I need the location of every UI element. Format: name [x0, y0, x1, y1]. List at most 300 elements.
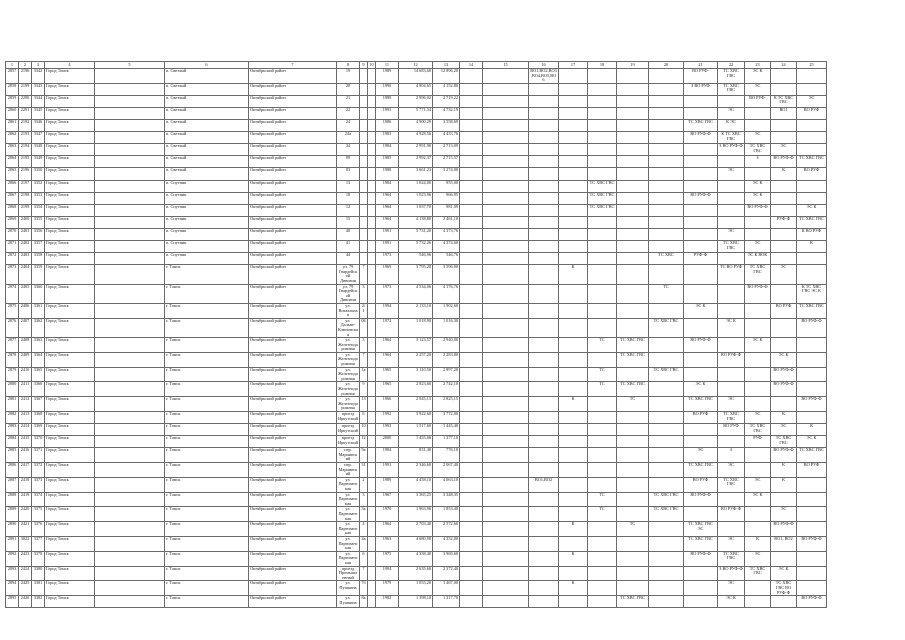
table-cell: 2 940,00 — [433, 338, 460, 353]
table-cell — [588, 265, 617, 284]
table-cell — [617, 284, 649, 303]
table-cell: 1 317,70 — [433, 596, 460, 608]
table-cell — [483, 253, 529, 265]
table-cell — [368, 424, 376, 436]
table-cell: З — [745, 156, 771, 168]
table-cell: 1 018,90 — [399, 318, 433, 337]
table-cell: ВО РУФ — [797, 463, 827, 478]
table-cell — [460, 424, 483, 436]
table-cell — [588, 536, 617, 551]
table-cell: 3346 — [32, 120, 45, 132]
table-cell — [95, 318, 165, 337]
table-cell — [95, 566, 165, 581]
table-cell: ВО РУФ-Ф — [718, 507, 745, 522]
table-cell — [649, 265, 684, 284]
table-cell: ул. 79 Гвардейской Дивизии — [337, 265, 360, 284]
table-cell — [617, 303, 649, 318]
table-cell — [617, 463, 649, 478]
table-cell — [95, 120, 165, 132]
table-cell: ЭС К — [771, 352, 797, 367]
table-cell — [529, 367, 559, 382]
table-cell: 2197 — [19, 180, 32, 192]
table-cell: проезд Иркутский — [337, 436, 360, 448]
table-cell: 2415 — [19, 436, 32, 448]
table-cell: 9 — [360, 382, 368, 397]
table-cell — [368, 463, 376, 478]
table-cell — [559, 107, 588, 119]
table-cell — [95, 144, 165, 156]
table-cell — [718, 338, 745, 353]
table-cell: К — [797, 424, 827, 436]
table-cell — [95, 168, 165, 180]
table-row — [6, 144, 827, 156]
table-cell — [460, 303, 483, 318]
table-cell: 2 823,60 — [399, 382, 433, 397]
table-cell: 1972 — [376, 318, 399, 337]
table-cell: ТС ХВС ГВС — [684, 536, 718, 551]
table-cell — [559, 596, 588, 608]
table-cell — [588, 303, 617, 318]
table-cell — [797, 522, 827, 537]
table-cell — [460, 95, 483, 107]
table-cell — [797, 338, 827, 353]
table-cell: 2860 — [6, 107, 19, 119]
table-cell — [368, 156, 376, 168]
table-cell: 2875 — [6, 303, 19, 318]
table-cell — [718, 522, 745, 537]
table-cell — [771, 241, 797, 253]
table-cell — [360, 120, 368, 132]
table-cell: 1991 — [376, 241, 399, 253]
table-cell: 1 037,70 — [399, 204, 433, 216]
table-cell — [529, 566, 559, 581]
table-cell: 2424 — [19, 566, 32, 581]
table-cell — [588, 412, 617, 424]
table-cell: 2 372,40 — [433, 566, 460, 581]
table-cell — [588, 253, 617, 265]
table-cell — [684, 168, 718, 180]
table-cell: 2884 — [6, 436, 19, 448]
table-cell: Город Томск — [45, 168, 95, 180]
table-cell — [483, 318, 529, 337]
table-cell — [529, 156, 559, 168]
table-cell — [649, 69, 684, 84]
table-cell — [360, 253, 368, 265]
table-cell: Город Томск — [45, 144, 95, 156]
table-cell: Октябрьский район — [249, 448, 337, 463]
table-cell — [588, 436, 617, 448]
table-cell: Город Томск — [45, 253, 95, 265]
table-cell: 3 — [360, 284, 368, 303]
table-cell — [797, 180, 827, 192]
table-cell: Город Томск — [45, 448, 95, 463]
table-cell: 2892 — [6, 551, 19, 566]
table-cell — [483, 132, 529, 144]
table-cell — [797, 507, 827, 522]
table-cell: К — [559, 397, 588, 412]
table-cell: ТС ХВС ГВС — [649, 507, 684, 522]
table-cell: пер. Мариинский — [337, 463, 360, 478]
table-cell: 3358 — [32, 253, 45, 265]
table-cell: ВО РУФ-Ф — [745, 204, 771, 216]
table-cell — [797, 477, 827, 492]
table-cell — [797, 192, 827, 204]
table-cell — [617, 448, 649, 463]
table-cell: 4 680,90 — [399, 536, 433, 551]
table-cell — [483, 424, 529, 436]
table-cell: 2 257,20 — [399, 352, 433, 367]
table-cell: 2194 — [19, 144, 32, 156]
table-cell — [684, 228, 718, 240]
table-cell — [745, 522, 771, 537]
table-cell — [529, 144, 559, 156]
table-cell: ЭС К — [718, 318, 745, 337]
table-cell — [95, 382, 165, 397]
table-cell: 4а — [360, 536, 368, 551]
table-cell: г. Томск — [165, 596, 249, 608]
table-cell: 2857 — [6, 69, 19, 84]
table-cell: 2880 — [6, 382, 19, 397]
table-cell: Октябрьский район — [249, 596, 337, 608]
table-cell — [368, 477, 376, 492]
table-row — [6, 216, 827, 228]
table-cell: ТС ХВС ГВС — [617, 382, 649, 397]
table-cell: Октябрьский район — [249, 507, 337, 522]
table-cell — [460, 436, 483, 448]
table-cell: 2863 — [6, 144, 19, 156]
table-cell — [559, 204, 588, 216]
table-cell: Город Томск — [45, 492, 95, 507]
table-cell — [617, 424, 649, 436]
table-cell: ТС ХВС ГВС — [718, 477, 745, 492]
table-cell: 2871 — [6, 241, 19, 253]
table-cell: Город Томск — [45, 284, 95, 303]
table-cell: Город Томск — [45, 132, 95, 144]
table-cell — [718, 382, 745, 397]
table-cell: ЭС — [745, 412, 771, 424]
table-cell — [718, 303, 745, 318]
table-cell — [460, 352, 483, 367]
table-cell — [649, 83, 684, 95]
table-cell — [588, 120, 617, 132]
table-row — [6, 551, 827, 566]
table-cell — [529, 338, 559, 353]
table-cell: Октябрьский район — [249, 352, 337, 367]
table-cell: Октябрьский район — [249, 253, 337, 265]
table-cell — [483, 397, 529, 412]
table-cell: Город Томск — [45, 596, 95, 608]
table-cell: Город Томск — [45, 192, 95, 204]
table-cell — [529, 507, 559, 522]
table-cell — [460, 412, 483, 424]
table-cell: 2 572,60 — [433, 522, 460, 537]
table-cell — [649, 412, 684, 424]
table-cell — [368, 367, 376, 382]
table-cell: 1973 — [376, 284, 399, 303]
table-cell — [559, 144, 588, 156]
table-cell: 2 992,37 — [399, 156, 433, 168]
table-cell: 1989 — [376, 69, 399, 84]
table-cell — [797, 265, 827, 284]
table-cell: 2887 — [6, 477, 19, 492]
table-cell: 2867 — [6, 192, 19, 204]
table-cell: Октябрьский район — [249, 69, 337, 84]
table-cell: ВО1,ВО2,ВО3,ВО4,ВО5,ВО6 — [530, 68, 557, 83]
column-number-cell: 14 — [460, 62, 483, 69]
table-cell — [684, 144, 718, 156]
table-cell: ул. Партизанская — [338, 521, 358, 536]
table-cell: 1 467,00 — [433, 581, 460, 596]
table-cell: 1984 — [376, 448, 399, 463]
table-cell — [95, 463, 165, 478]
table-cell — [745, 107, 771, 119]
table-cell — [617, 156, 649, 168]
table-cell: 4 373,76 — [433, 228, 460, 240]
table-cell — [718, 492, 745, 507]
table-cell: РУФ — [745, 436, 771, 448]
table-cell — [588, 241, 617, 253]
table-cell: ВО РУФ-Ф — [684, 338, 718, 353]
table-cell: г. Томск — [165, 463, 249, 478]
table-cell: 3 — [360, 338, 368, 353]
table-cell: 2291 — [19, 107, 32, 119]
column-number-cell: 24 — [771, 62, 797, 69]
table-cell: 3356 — [32, 228, 45, 240]
table-cell — [360, 95, 368, 107]
table-cell — [529, 216, 559, 228]
table-cell: 2418 — [19, 477, 32, 492]
table-cell — [559, 303, 588, 318]
table-cell — [95, 265, 165, 284]
table-cell: ЭС — [771, 507, 797, 522]
table-cell — [588, 107, 617, 119]
table-cell — [617, 581, 649, 596]
column-number-cell: 19 — [617, 62, 649, 69]
table-cell: ЭС — [718, 463, 745, 478]
table-cell: 1991 — [376, 228, 399, 240]
table-cell: 3355 — [32, 216, 45, 228]
table-cell: ВО РУФ — [771, 303, 797, 318]
table-cell — [797, 566, 827, 581]
table-cell — [529, 253, 559, 265]
table-cell — [529, 522, 559, 537]
table-cell — [460, 253, 483, 265]
table-cell: 1964 — [376, 522, 399, 537]
table-cell: 3360 — [32, 284, 45, 303]
table-cell — [559, 69, 588, 84]
table-cell: 2199 — [19, 204, 32, 216]
table-cell — [588, 551, 617, 566]
table-cell: 2196 — [19, 168, 32, 180]
table-cell — [617, 144, 649, 156]
column-number-cell: 25 — [797, 62, 827, 69]
table-cell — [588, 596, 617, 608]
table-row — [6, 83, 827, 95]
table-cell — [368, 69, 376, 84]
table-cell — [745, 581, 771, 596]
table-cell — [368, 265, 376, 284]
table-cell — [684, 95, 718, 107]
table-cell — [368, 596, 376, 608]
table-cell: 3 123,57 — [399, 338, 433, 353]
table-cell: 3361 — [32, 303, 45, 318]
table-cell: п. Светлый — [165, 156, 249, 168]
table-cell — [95, 436, 165, 448]
table-cell — [771, 338, 797, 353]
table-cell: Город Томск — [45, 463, 95, 478]
table-cell: 2876 — [6, 318, 19, 337]
table-cell: Город Томск — [45, 522, 95, 537]
table-cell: 31 — [360, 463, 368, 478]
table-cell: ЭС — [797, 95, 827, 107]
table-cell: ул. Дальне-Ключевская — [338, 318, 358, 337]
table-row — [6, 180, 827, 192]
table-cell: ул. Железнодорожная — [338, 367, 358, 381]
table-cell — [460, 397, 483, 412]
table-cell: ЭС — [745, 551, 771, 566]
table-cell — [649, 120, 684, 132]
table-cell: 2411 — [19, 382, 32, 397]
table-cell: 2412 — [19, 397, 32, 412]
table-cell: 3368 — [32, 412, 45, 424]
table-cell: ТС ХВС ГВС — [649, 367, 684, 382]
table-cell: ТС ХВС ГВС — [797, 303, 827, 318]
table-cell: 3362 — [32, 318, 45, 337]
table-cell — [368, 253, 376, 265]
table-cell — [588, 463, 617, 478]
table-row — [6, 477, 827, 492]
table-cell — [718, 284, 745, 303]
table-cell — [529, 204, 559, 216]
table-cell — [368, 241, 376, 253]
table-cell — [460, 448, 483, 463]
table-cell: К — [771, 477, 797, 492]
table-cell: 1991 — [376, 463, 399, 478]
table-cell: г. Томск — [165, 352, 249, 367]
table-cell: г. Томск — [165, 397, 249, 412]
table-cell — [684, 596, 718, 608]
table-cell: 2864 — [6, 156, 19, 168]
table-cell — [588, 144, 617, 156]
table-cell — [368, 581, 376, 596]
table-cell: 1965 — [376, 367, 399, 382]
table-cell — [559, 436, 588, 448]
table-cell: 3381 — [32, 581, 45, 596]
table-cell — [559, 120, 588, 132]
table-cell: 1982 — [376, 596, 399, 608]
table-cell: 2868 — [6, 204, 19, 216]
table-cell — [368, 397, 376, 412]
table-cell: 3 969,60 — [433, 551, 460, 566]
table-cell: 1 455,06 — [399, 436, 433, 448]
table-cell: 2193 — [19, 132, 32, 144]
table-cell: 3349 — [32, 156, 45, 168]
table-cell — [360, 180, 368, 192]
table-cell — [559, 156, 588, 168]
table-cell: Октябрьский район — [249, 536, 337, 551]
table-row — [6, 382, 827, 397]
table-cell: Город Томск — [45, 83, 95, 95]
table-cell — [460, 144, 483, 156]
table-cell — [649, 477, 684, 492]
table-cell: 2 996,02 — [399, 95, 433, 107]
table-cell: 831,40 — [399, 448, 433, 463]
table-cell — [529, 265, 559, 284]
table-cell: 2891 — [6, 536, 19, 551]
table-cell — [368, 168, 376, 180]
table-cell — [483, 352, 529, 367]
table-cell — [559, 192, 588, 204]
table-cell — [95, 448, 165, 463]
table-cell: ул. Железнодорожная — [338, 381, 358, 396]
table-cell — [483, 144, 529, 156]
column-number-cell: 15 — [483, 62, 529, 69]
table-cell — [617, 132, 649, 144]
table-cell — [771, 120, 797, 132]
table-row — [6, 338, 827, 353]
table-cell — [617, 107, 649, 119]
table-cell — [559, 367, 588, 382]
table-cell: К — [797, 241, 827, 253]
table-cell: 3353 — [32, 192, 45, 204]
table-cell: Октябрьский район — [249, 180, 337, 192]
table-cell: ВО РУФ-Ф — [771, 448, 797, 463]
table-cell: 7 — [360, 566, 368, 581]
table-cell — [771, 253, 797, 265]
table-cell: 2 825,15 — [433, 397, 460, 412]
table-cell — [483, 382, 529, 397]
table-cell: Город Томск — [45, 204, 95, 216]
table-cell — [745, 397, 771, 412]
table-cell: Город Томск — [45, 382, 95, 397]
table-cell — [460, 156, 483, 168]
table-cell: 3 596,00 — [433, 265, 460, 284]
table-cell: 3 661,23 — [399, 168, 433, 180]
table-cell: ТС ХВС ГВС — [718, 412, 745, 424]
table-cell: Город Томск — [45, 367, 95, 382]
table-cell: Город Томск — [45, 424, 95, 436]
table-cell — [718, 216, 745, 228]
table-cell: 2402 — [19, 241, 32, 253]
table-cell — [649, 204, 684, 216]
table-cell: 3370 — [32, 436, 45, 448]
table-cell: Город Томск — [45, 507, 95, 522]
table-cell — [649, 216, 684, 228]
table-cell: К — [559, 522, 588, 537]
table-cell: Октябрьский район — [249, 522, 337, 537]
table-cell: 2 283,80 — [433, 352, 460, 367]
table-cell: 3342 — [32, 69, 45, 84]
table-cell: Октябрьский район — [249, 338, 337, 353]
table-cell — [460, 83, 483, 95]
table-cell: ВО РУФ-Ф — [745, 284, 771, 303]
table-cell: 13 — [337, 180, 360, 192]
table-cell: 966,95 — [433, 192, 460, 204]
table-cell: ТС ХВС — [649, 253, 684, 265]
table-cell: К ЭС — [718, 120, 745, 132]
table-cell: ЭС К — [797, 204, 827, 216]
table-cell: ТС — [588, 492, 617, 507]
table-cell — [745, 168, 771, 180]
table-cell: г. Томск — [165, 522, 249, 537]
table-cell — [460, 180, 483, 192]
table-cell: 1992 — [376, 412, 399, 424]
table-cell — [360, 241, 368, 253]
table-cell: 1 023,96 — [399, 192, 433, 204]
table-cell: 3348 — [32, 144, 45, 156]
table-cell: 2 897,20 — [433, 367, 460, 382]
table-cell — [617, 566, 649, 581]
